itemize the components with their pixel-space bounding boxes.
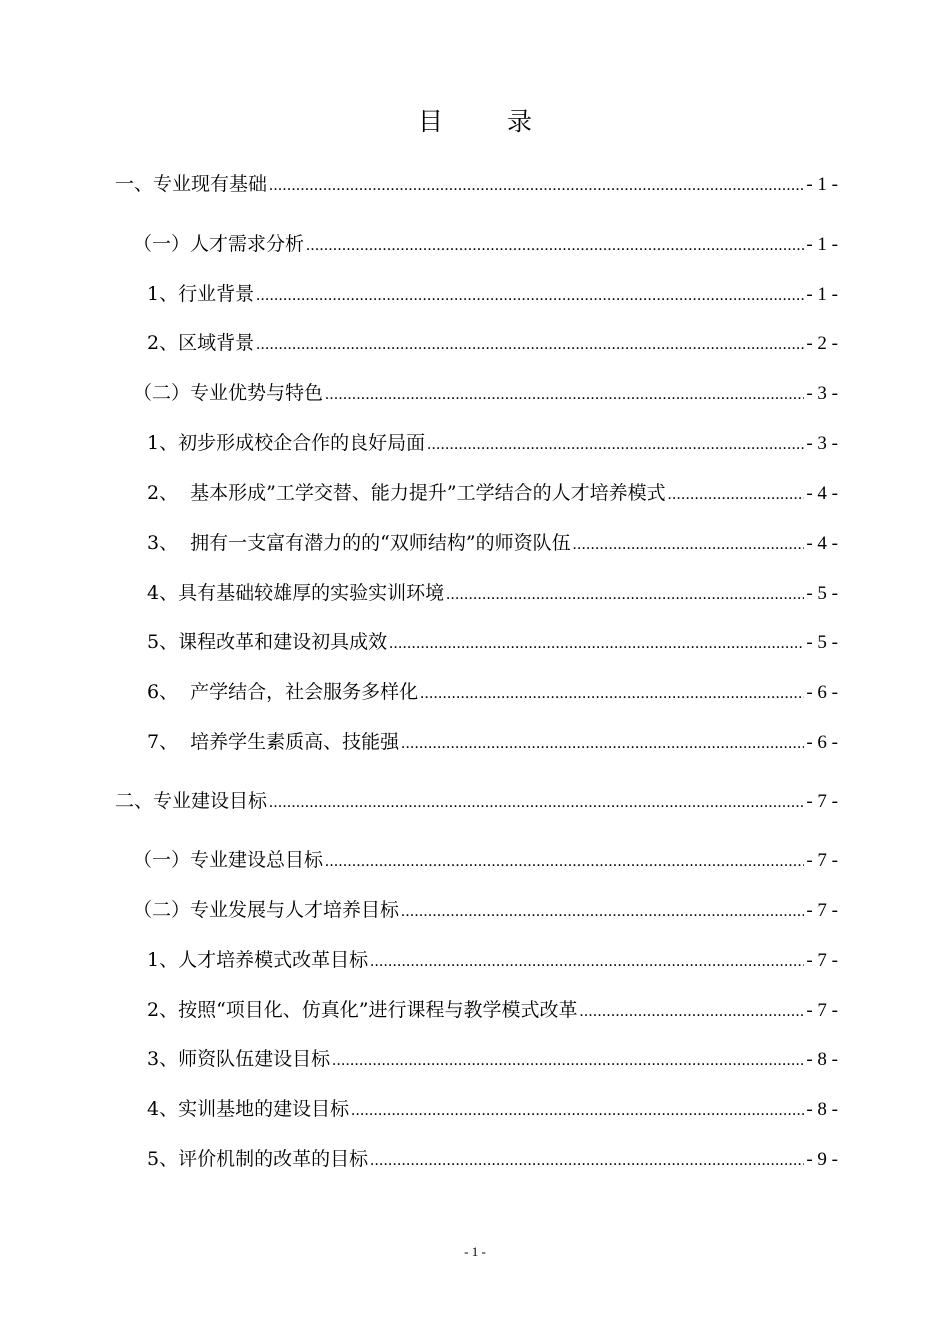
toc-entry-page: - 8 -: [806, 1049, 838, 1070]
toc-entry-page: - 1 -: [806, 234, 838, 255]
toc-entry[interactable]: [147, 330, 838, 358]
dot-leader: [351, 1098, 804, 1124]
toc-entry[interactable]: [147, 629, 838, 657]
toc-entry-label: （二）专业优势与特色: [133, 382, 324, 404]
toc-entry[interactable]: [115, 171, 838, 199]
dot-leader: [573, 532, 805, 558]
toc-entry-page: - 7 -: [806, 950, 838, 971]
toc-entry[interactable]: [147, 947, 838, 975]
toc-entry-page: - 7 -: [806, 791, 838, 812]
toc-entry-label: 7、 培养学生素质高、技能强: [147, 731, 400, 753]
dot-leader: [370, 1148, 804, 1174]
dot-leader: [332, 1048, 804, 1074]
toc-entry[interactable]: [133, 897, 838, 925]
dot-leader: [269, 790, 804, 816]
toc-entry-label: 一、专业现有基础: [115, 173, 268, 195]
toc-title: 目 录: [418, 107, 560, 136]
toc-entry-page: - 9 -: [806, 1149, 838, 1170]
dot-leader: [580, 999, 805, 1025]
dot-leader: [370, 949, 804, 975]
toc-entry-page: - 4 -: [806, 483, 838, 504]
toc-entry-page: - 7 -: [806, 1000, 838, 1021]
toc-entry-label: 3、师资队伍建设目标: [147, 1048, 331, 1070]
toc-entry-page: - 7 -: [806, 900, 838, 921]
dot-leader: [325, 849, 804, 875]
toc-entry[interactable]: [147, 1146, 838, 1174]
toc-entry-label: 2、 基本形成”工学交替、能力提升”工学结合的人才培养模式: [147, 482, 666, 504]
dot-leader: [420, 681, 804, 707]
toc-entry-page: - 3 -: [806, 383, 838, 404]
toc-entry-page: - 1 -: [806, 174, 838, 195]
toc-entry-label: （二）专业发展与人才培养目标: [133, 899, 400, 921]
toc-entry-page: - 7 -: [806, 850, 838, 871]
toc-entry-page: - 3 -: [806, 433, 838, 454]
toc-entry-label: 3、 拥有一支富有潜力的的“双师结构”的师资队伍: [147, 532, 571, 554]
toc-entry-label: （一）专业建设总目标: [133, 849, 324, 871]
dot-leader: [427, 432, 804, 458]
toc-entry[interactable]: [133, 231, 838, 259]
toc-entry-page: - 1 -: [806, 284, 838, 305]
dot-leader: [325, 382, 804, 408]
toc-entry-page: - 6 -: [806, 732, 838, 753]
toc-entry[interactable]: [147, 1046, 838, 1074]
toc-entry[interactable]: [147, 530, 838, 558]
dot-leader: [401, 731, 804, 757]
page-footer-number: - 1 -: [464, 1244, 486, 1259]
dot-leader: [446, 582, 804, 608]
toc-entry-label: 1、行业背景: [147, 283, 255, 305]
toc-entry[interactable]: [147, 430, 838, 458]
toc-entry[interactable]: [147, 281, 838, 309]
toc-entry[interactable]: [147, 480, 838, 508]
toc-entry[interactable]: [147, 729, 838, 757]
dot-leader: [389, 631, 804, 657]
toc-entry-label: 1、人才培养模式改革目标: [147, 949, 369, 971]
dot-leader: [269, 173, 804, 199]
dot-leader: [256, 283, 804, 309]
toc-entry-label: 4、实训基地的建设目标: [147, 1098, 350, 1120]
toc-entry-label: 2、区域背景: [147, 332, 255, 354]
toc-entry[interactable]: [147, 580, 838, 608]
toc-entry-label: 5、课程改革和建设初具成效: [147, 631, 388, 653]
dot-leader: [401, 899, 804, 925]
toc-entry-label: 5、评价机制的改革的目标: [147, 1148, 369, 1170]
toc-entry-label: 二、专业建设目标: [115, 790, 268, 812]
dot-leader: [668, 482, 805, 508]
toc-entry[interactable]: [147, 1096, 838, 1124]
toc-entry[interactable]: [147, 997, 838, 1025]
toc-entry-label: 4、具有基础较雄厚的实验实训环境: [147, 582, 445, 604]
dot-leader: [306, 233, 804, 259]
toc-entry-page: - 8 -: [806, 1099, 838, 1120]
toc-entry-page: - 4 -: [806, 533, 838, 554]
toc-entry-page: - 2 -: [806, 333, 838, 354]
toc-entry-label: （一）人才需求分析: [133, 233, 305, 255]
dot-leader: [256, 332, 804, 358]
toc-entry[interactable]: [133, 847, 838, 875]
toc-entry[interactable]: [115, 788, 838, 816]
toc-entry-page: - 6 -: [806, 682, 838, 703]
toc-entry[interactable]: [133, 380, 838, 408]
toc-entry-page: - 5 -: [806, 632, 838, 653]
toc-entry-label: 1、初步形成校企合作的良好局面: [147, 432, 426, 454]
toc-entry-label: 6、 产学结合，社会服务多样化: [147, 681, 419, 703]
toc-entry-page: - 5 -: [806, 583, 838, 604]
toc-entry[interactable]: [147, 679, 838, 707]
toc-entry-label: 2、按照“项目化、仿真化”进行课程与教学模式改革: [147, 999, 578, 1021]
